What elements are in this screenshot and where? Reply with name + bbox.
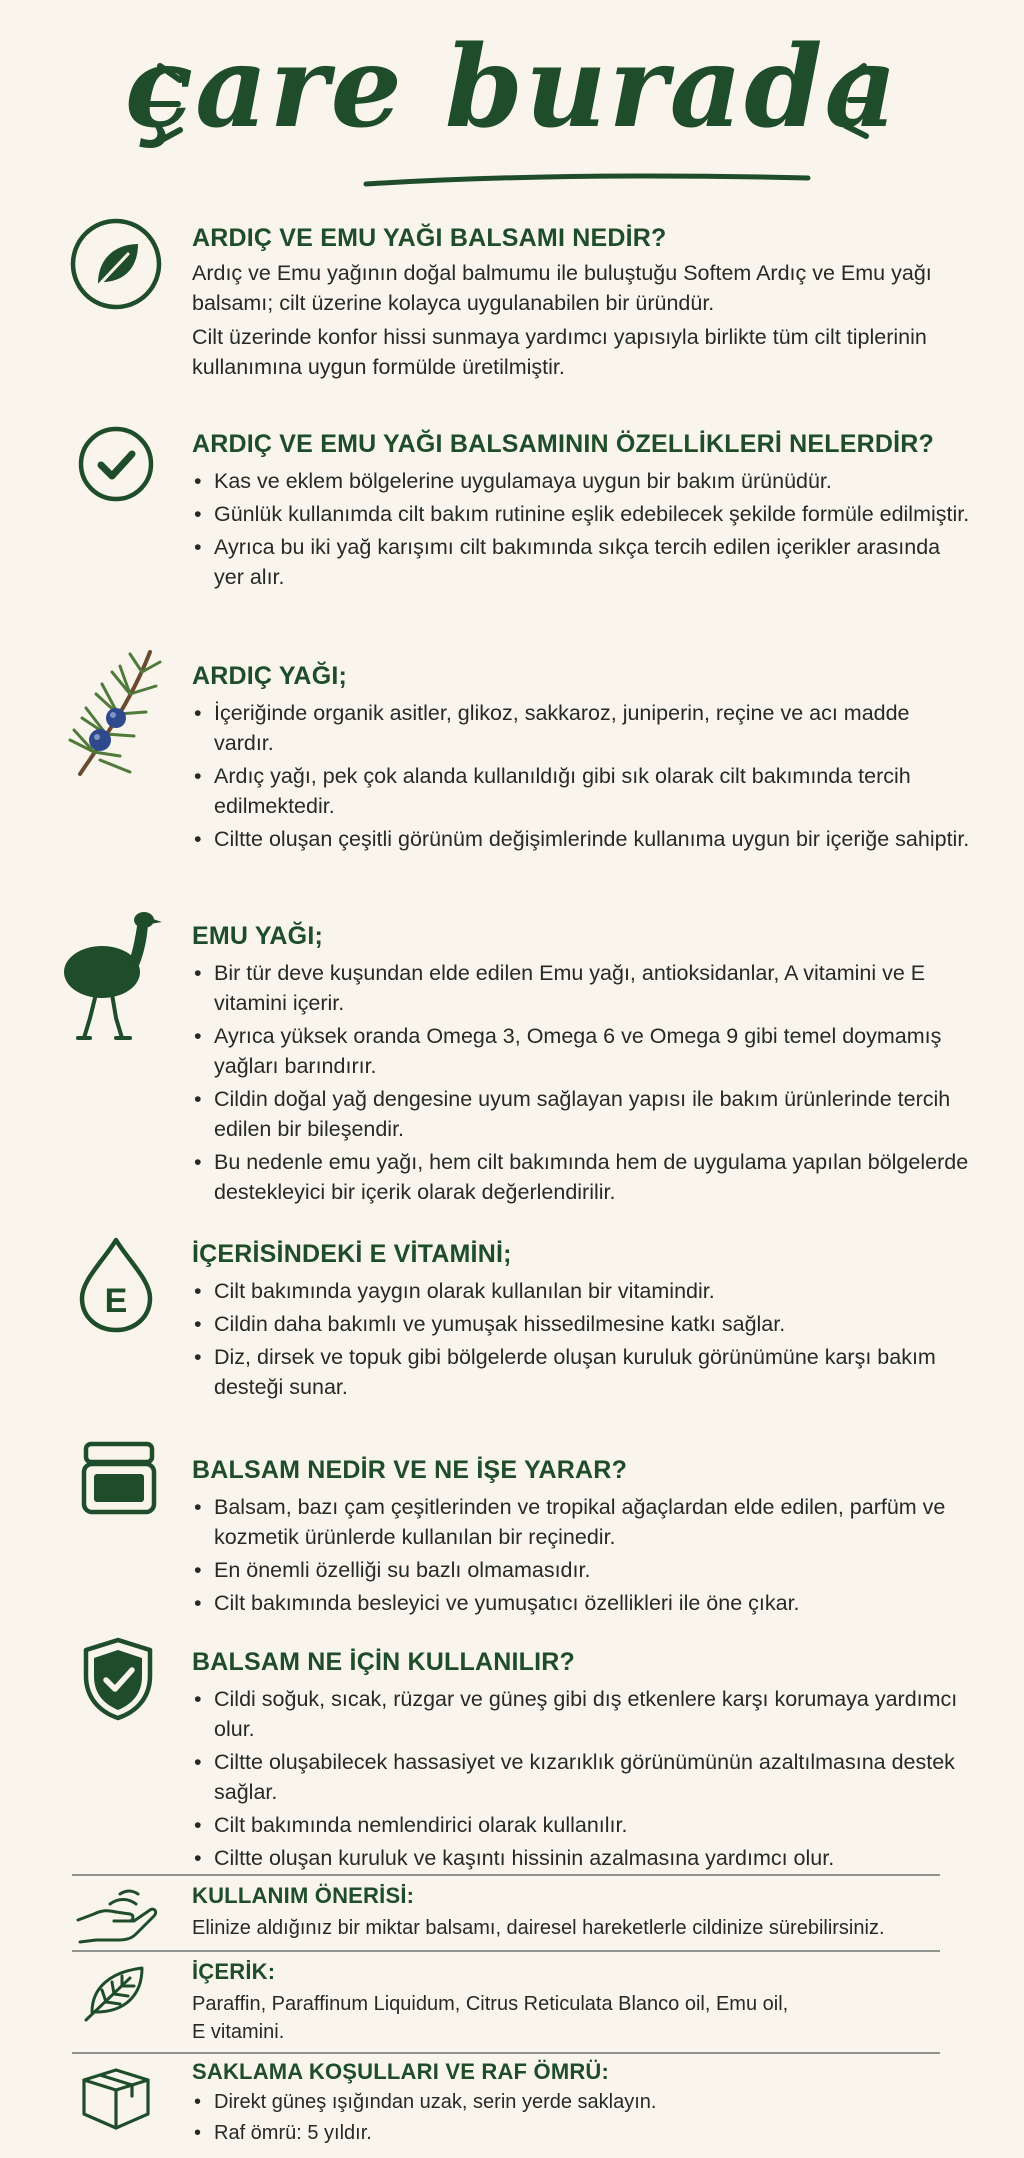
bullet-list: [192, 958, 972, 1207]
icon-letter: E: [104, 1282, 128, 1320]
list-item: • Ciltte oluşabilecek hassasiyet ve kızarıklık görünümünün azaltılmasına destek sağlar.: [192, 1747, 972, 1807]
info-text: Paraffin, Paraffinum Liquidum, Citrus Reticulata Blanco oil, Emu oil, E vitamini.: [192, 1993, 789, 2043]
leaf-circle-icon: [66, 214, 166, 314]
section-heading: ARDIÇ YAĞI;: [192, 662, 348, 690]
list-item: • Bu nedenle emu yağı, hem cilt bakımında hem de uygulama yapılan bölgelerde destekleyici bir içerik olarak değerlendirilir.: [192, 1147, 972, 1207]
spark-line-left-top: [160, 66, 180, 80]
section-heading: ARDIÇ VE EMU YAĞI BALSAMI NEDİR?: [192, 224, 667, 252]
shield-check-icon: [80, 1636, 156, 1722]
list-item: • Direkt güneş ışığından uzak, serin yerde saklayın.: [192, 2088, 972, 2116]
list-item: • İçeriğinde organik asitler, glikoz, sakkaroz, juniperin, reçine ve acı madde vardır.: [192, 698, 972, 758]
hero: [0, 0, 1024, 200]
spark-line-left-bottom: [158, 130, 180, 142]
list-item: • Cildin doğal yağ dengesine uyum sağlayan yapısı ile bakım ürünlerinde tercih edilen bir bileşendir.: [192, 1084, 972, 1144]
balm-jar-icon: [80, 1440, 158, 1518]
juniper-branch-icon: [60, 644, 166, 780]
bullet-list: [192, 1684, 972, 1873]
divider: [72, 1874, 940, 1876]
list-item: • Günlük kullanımda cilt bakım rutinine eşlik edebilecek şekilde formüle edilmiştir.: [192, 499, 972, 529]
list-item: • Kas ve eklem bölgelerine uygulamaya uygun bir bakım ürünüdür.: [192, 466, 972, 496]
section-heading: EMU YAĞI;: [192, 922, 323, 950]
bullet-list: [192, 2088, 972, 2147]
list-item: • Cildi soğuk, sıcak, rüzgar ve güneş gibi dış etkenlere karşı korumaya yardımcı olur.: [192, 1684, 972, 1744]
hero-title: çare burada: [124, 22, 900, 153]
hand-icon: [74, 1884, 158, 1946]
hero-underline: [366, 176, 808, 184]
list-item: • Bir tür deve kuşundan elde edilen Emu yağı, antioksidanlar, A vitamini ve E vitamini içerir.: [192, 958, 972, 1018]
bullet-list: [192, 466, 972, 592]
list-item: • Ciltte oluşan çeşitli görünüm değişimlerinde kullanıma uygun bir içeriğe sahiptir.: [192, 824, 972, 854]
list-item: • Ayrıca yüksek oranda Omega 3, Omega 6 ve Omega 9 gibi temel doymamış yağları barındırır.: [192, 1021, 972, 1081]
info-text: Elinize aldığınız bir miktar balsamı, dairesel hareketlerle cildinize sürebilirsiniz.: [192, 1917, 885, 1939]
list-item: • Cilt bakımında nemlendirici olarak kullanılır.: [192, 1810, 972, 1840]
list-item: • Balsam, bazı çam çeşitlerinden ve tropikal ağaçlardan elde edilen, parfüm ve kozmetik ürünlerde kullanılan bir reçinedir.: [192, 1492, 972, 1552]
section-heading: ARDIÇ VE EMU YAĞI BALSAMININ ÖZELLİKLERİ NELERDİR?: [192, 430, 934, 458]
leaf-outline-icon: [82, 1962, 148, 2022]
list-item: • Cilt bakımında yaygın olarak kullanılan bir vitamindir.: [192, 1276, 972, 1306]
emu-icon: [58, 908, 164, 1044]
section-paragraph: Ardıç ve Emu yağının doğal balmumu ile buluştuğu Softem Ardıç ve Emu yağı balsamı; cilt üzerine kolayca uygulanabilen bir üründür.: [192, 261, 932, 315]
divider: [72, 2052, 940, 2054]
vitamin-e-drop-icon: [74, 1236, 158, 1334]
divider: [72, 1950, 940, 1952]
bullet-list: [192, 1492, 972, 1618]
list-item: • En önemli özelliği su bazlı olmamasıdır.: [192, 1555, 972, 1585]
list-item: • Diz, dirsek ve topuk gibi bölgelerde oluşan kuruluk görünümüne karşı bakım desteği sunar.: [192, 1342, 972, 1402]
info-heading: İÇERİK:: [192, 1959, 276, 1984]
spark-line-right-bottom: [846, 126, 866, 136]
section-heading: İÇERİSİNDEKİ E VİTAMİNİ;: [192, 1240, 512, 1268]
list-item: • Ciltte oluşan kuruluk ve kaşıntı hissinin azalmasına yardımcı olur.: [192, 1843, 972, 1873]
list-item: • Cildin daha bakımlı ve yumuşak hissedilmesine katkı sağlar.: [192, 1309, 972, 1339]
section-paragraph: Cilt üzerinde konfor hissi sunmaya yardımcı yapısıyla birlikte tüm cilt tiplerinin kullanımına uygun formülde üretilmiştir.: [192, 325, 927, 379]
hero-decoration: [0, 0, 1024, 200]
list-item: • Ayrıca bu iki yağ karışımı cilt bakımında sıkça tercih edilen içerikler arasında yer alır.: [192, 532, 972, 592]
section-heading: BALSAM NE İÇİN KULLANILIR?: [192, 1648, 575, 1676]
section-heading: BALSAM NEDİR VE NE İŞE YARAR?: [192, 1456, 628, 1484]
spark-line-right-top: [846, 66, 864, 80]
list-item: • Cilt bakımında besleyici ve yumuşatıcı özellikleri ile öne çıkar.: [192, 1588, 972, 1618]
bullet-list: [192, 698, 972, 854]
info-heading: KULLANIM ÖNERİSİ:: [192, 1883, 415, 1908]
list-item: • Raf ömrü: 5 yıldır.: [192, 2119, 972, 2147]
box-icon: [80, 2066, 152, 2132]
info-heading: SAKLAMA KOŞULLARI VE RAF ÖMRÜ:: [192, 2059, 610, 2084]
list-item: • Ardıç yağı, pek çok alanda kullanıldığı gibi sık olarak cilt bakımında tercih edilmektedir.: [192, 761, 972, 821]
check-circle-icon: [66, 414, 166, 514]
bullet-list: [192, 1276, 972, 1402]
